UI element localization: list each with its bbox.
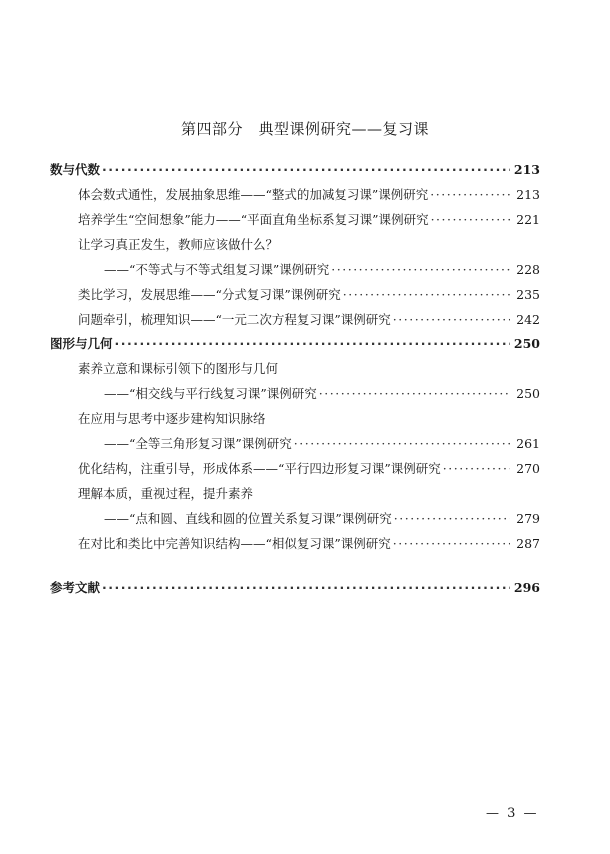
toc-page-number: 213 <box>516 187 540 202</box>
toc-entry[interactable] <box>104 384 540 402</box>
dot-leader <box>391 536 510 551</box>
toc-page-number: 235 <box>516 287 540 302</box>
toc-page-number: 221 <box>516 212 540 227</box>
toc-entry[interactable] <box>104 509 540 527</box>
dot-leader <box>428 187 510 202</box>
dot-leader <box>391 312 510 327</box>
toc-page-number: 279 <box>516 511 540 526</box>
dot-leader <box>441 461 510 476</box>
toc-section-number-algebra[interactable] <box>50 160 540 178</box>
toc-entry-title[interactable]: 让学习真正发生，教师应该做什么？ <box>78 237 279 252</box>
dot-leader <box>341 287 510 302</box>
toc-entry-title: 类比学习，发展思维——“分式复习课”课例研究 <box>78 287 341 302</box>
dot-leader <box>292 436 510 451</box>
toc-entry-subtitle: ——“相交线与平行线复习课”课例研究 <box>104 386 317 401</box>
dot-leader <box>392 511 510 526</box>
toc-page-number: 228 <box>516 262 540 277</box>
toc-entry-title[interactable]: 素养立意和课标引领下的图形与几何 <box>78 361 279 376</box>
toc-entry[interactable] <box>78 310 540 328</box>
toc-entry-subtitle: ——“不等式与不等式组复习课”课例研究 <box>104 262 330 277</box>
dot-leader <box>429 212 510 227</box>
toc-page-number: 242 <box>516 312 540 327</box>
toc-page-number: 261 <box>516 436 540 451</box>
toc-entry[interactable] <box>78 210 540 228</box>
toc-page-number: 250 <box>513 336 540 351</box>
toc-entry-title: 问题牵引，梳理知识——“一元二次方程复习课”课例研究 <box>78 312 391 327</box>
toc-entry[interactable] <box>78 459 540 477</box>
toc-section-geometry[interactable] <box>50 334 540 352</box>
toc-page-number: 250 <box>516 386 540 401</box>
dot-leader <box>100 162 510 177</box>
part-title: 第四部分 典型课例研究——复习课 <box>180 120 429 138</box>
page-footer-number: — 3 — <box>486 806 539 821</box>
toc-entry-title: 在对比和类比中完善知识结构——“相似复习课”课例研究 <box>78 536 391 551</box>
toc-entry-subtitle: ——“全等三角形复习课”课例研究 <box>104 436 292 451</box>
dot-leader <box>317 386 510 401</box>
toc-section-label: 数与代数 <box>50 162 101 177</box>
toc-entry[interactable] <box>104 434 540 452</box>
toc-page-number: 296 <box>513 580 540 595</box>
dot-leader <box>100 580 510 595</box>
toc-entry[interactable] <box>78 285 540 303</box>
dot-leader <box>113 336 510 351</box>
toc-entry-title[interactable]: 在应用与思考中逐步建构知识脉络 <box>78 411 266 426</box>
toc-entry-title[interactable]: 理解本质，重视过程，提升素养 <box>78 486 254 501</box>
toc-entry-title: 培养学生“空间想象”能力——“平面直角坐标系复习课”课例研究 <box>78 212 429 227</box>
dot-leader <box>329 262 510 277</box>
toc-entry[interactable] <box>104 260 540 278</box>
toc-entry-subtitle: ——“点和圆、直线和圆的位置关系复习课”课例研究 <box>104 511 392 526</box>
toc-entry[interactable] <box>78 185 540 203</box>
toc-page-number: 270 <box>516 461 540 476</box>
toc-entry-title: 优化结构，注重引导，形成体系——“平行四边形复习课”课例研究 <box>78 461 441 476</box>
toc-section-references[interactable] <box>50 578 540 596</box>
toc-entry[interactable] <box>78 534 540 552</box>
toc-section-label: 参考文献 <box>50 580 101 595</box>
toc-section-label: 图形与几何 <box>50 336 113 351</box>
toc-page-number: 287 <box>516 536 540 551</box>
toc-entry-title: 体会数式通性，发展抽象思维——“整式的加减复习课”课例研究 <box>78 187 429 202</box>
toc-page-number: 213 <box>513 162 540 177</box>
